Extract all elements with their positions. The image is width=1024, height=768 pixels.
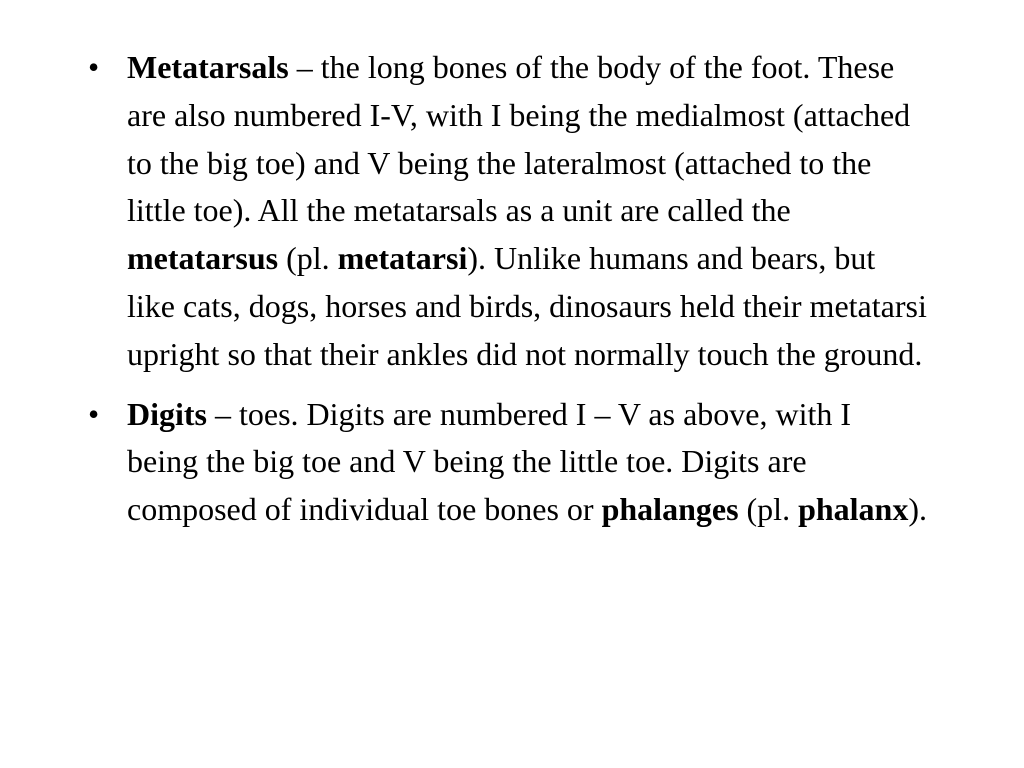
term-metatarsus: metatarsus <box>127 240 279 277</box>
term-metatarsals: Metatarsals <box>127 49 289 85</box>
bullet-text <box>127 391 927 534</box>
text-segment: (pl. <box>738 491 799 528</box>
bullet-item-metatarsals <box>88 44 948 379</box>
term-phalanx: phalanx <box>798 491 909 528</box>
bullet-icon: • <box>88 395 100 432</box>
bullet-icon: • <box>88 49 100 85</box>
text-segment: ). Unlike humans and bears, but like cats, dogs, horses and birds, dinosaurs held their metatarsi upright so that their ankles did not normally touch the ground. <box>127 240 927 372</box>
term-phalanges: phalanges <box>601 491 739 528</box>
bullet-list <box>88 44 948 546</box>
text-segment: ). <box>908 491 927 528</box>
bullet-text <box>127 44 927 379</box>
text-segment: – toes. Digits are numbered I – V as above, with I being the big toe and V being the little toe. Digits are composed of individual toe bones or <box>127 395 852 528</box>
text-segment: (pl. <box>278 240 338 277</box>
text-segment: – the long bones of the body of the foot. These are also numbered I-V, with I being the medialmost (attached to the big toe) and V being the lateralmost (attached to the little toe). All the metatarsals as a unit are called the <box>127 49 911 229</box>
term-digits: Digits <box>127 395 207 432</box>
term-metatarsi: metatarsi <box>337 240 468 277</box>
bullet-item-digits <box>88 391 948 534</box>
